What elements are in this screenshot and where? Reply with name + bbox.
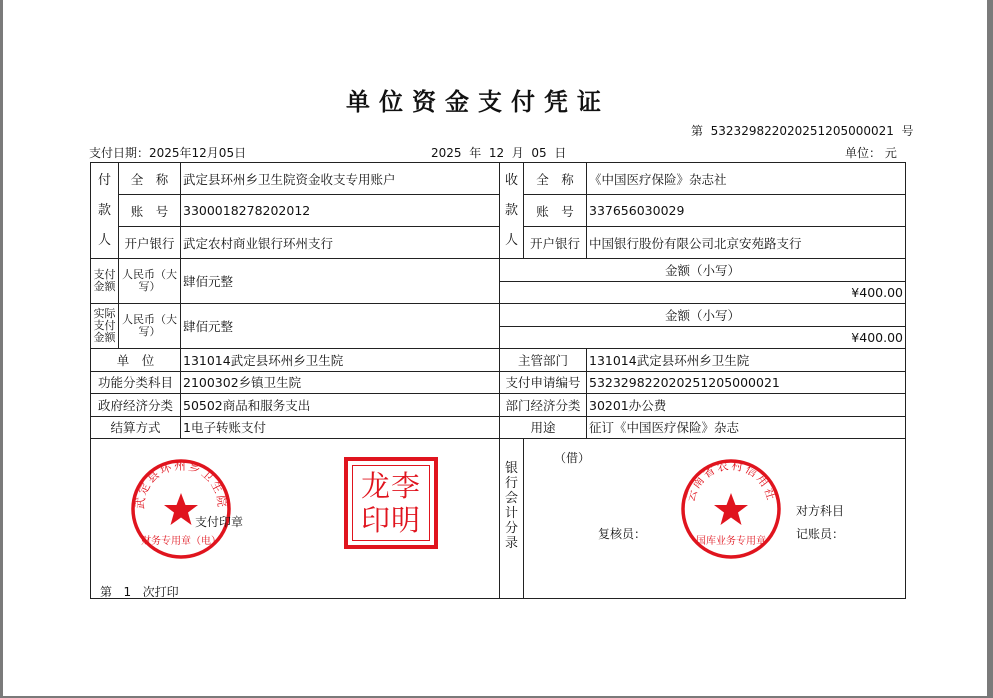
amount-label: 支付金额 (91, 259, 119, 304)
serial-digit: 1 (886, 124, 894, 138)
payee-label: 收款人 (500, 163, 524, 259)
bank-stamp (679, 457, 783, 561)
voucher-table (90, 162, 906, 599)
dept-label: 主管部门 (500, 349, 587, 372)
date-day-unit: 日 (554, 146, 567, 160)
name-seal-text: 龙李印明 (360, 469, 421, 537)
request-number-digit: 1 (771, 374, 780, 390)
payer-account: 3300018278202012 (181, 195, 500, 227)
gov-econ-label: 政府经济分类 (91, 394, 181, 417)
payer-label: 付款人 (91, 163, 119, 259)
amount-value: ¥400.00 (500, 281, 906, 304)
print-count (100, 583, 179, 600)
dept-value: 131014武定县环州乡卫生院 (587, 349, 906, 372)
payer-seal-area (91, 439, 500, 599)
actual-amount-rmb-label: 人民币（大写） (119, 304, 181, 349)
print-count-value: 1 (123, 585, 132, 599)
gov-econ-value: 50502商品和服务支出 (181, 394, 500, 417)
payer-bank: 武定农村商业银行环州支行 (181, 227, 500, 259)
bank-entry-area (524, 439, 906, 599)
page-title: 单位资金支付凭证 (346, 88, 610, 116)
serial-suffix: 号 (901, 124, 914, 138)
actual-amount-label: 实际支付金额 (91, 304, 119, 349)
actual-amount-value: ¥400.00 (500, 326, 906, 349)
payee-account: 337656030029 (587, 195, 906, 227)
payer-name: 武定县环州乡卫生院资金收支专用账户 (181, 163, 500, 195)
counter-account-label: 对方科目 (796, 504, 845, 518)
unit-label: 单 位 (91, 349, 181, 372)
voucher-page (3, 0, 987, 696)
payer-account-label: 账 号 (119, 195, 181, 227)
bookkeeper-label: 记账员： (796, 527, 845, 541)
serial-number (691, 122, 914, 139)
unit-value: 131014武定县环州乡卫生院 (181, 349, 500, 372)
actual-amount-words: 肆佰元整 (181, 304, 500, 349)
settlement-label: 结算方式 (91, 416, 181, 439)
serial-value: 53232982202025120500002 (710, 124, 887, 138)
date-day: 05 (531, 146, 547, 160)
payee-account-label: 账 号 (524, 195, 587, 227)
payer-bank-label: 开户银行 (119, 227, 181, 259)
actual-amount-small-label: 金额（小写） (500, 304, 906, 327)
reviewer-label: 复核员： (598, 527, 647, 541)
date-month-unit: 月 (511, 146, 524, 160)
amount-rmb-label: 人民币（大写） (119, 259, 181, 304)
date-month: 12 (488, 146, 505, 160)
usage-value: 征订《中国医疗保险》杂志 (587, 416, 906, 439)
payment-date: 支付日期：2025年12月05日 (89, 146, 247, 160)
usage-label: 用途 (500, 416, 587, 439)
dept-econ-value: 30201办公费 (587, 394, 906, 417)
currency-unit: 单位： 元 (845, 146, 897, 160)
bank-stamp-bottom-text: 国库业务专用章 (696, 536, 766, 547)
request-number-label: 支付申请编号 (500, 371, 587, 394)
debit-label: （借） (554, 451, 591, 465)
amount-words: 肆佰元整 (181, 259, 500, 304)
func-category-label: 功能分类科目 (91, 371, 181, 394)
serial-prefix: 第 (691, 124, 704, 138)
payee-bank-label: 开户银行 (524, 227, 587, 259)
print-count-suffix: 次打印 (142, 585, 179, 599)
finance-stamp-bottom-text: 财务专用章（电） (141, 536, 221, 547)
payer-seal-text: 支付印章 (195, 515, 244, 529)
print-count-prefix: 第 (100, 585, 113, 599)
payee-name: 《中国医疗保险》杂志社 (587, 163, 906, 195)
bank-entry-label: 银行会计分录 (500, 439, 524, 599)
amount-small-label: 金额（小写） (500, 259, 906, 282)
date-year-unit: 年 (469, 146, 482, 160)
request-number-value (587, 371, 906, 394)
func-category-value: 2100302乡镇卫生院 (181, 371, 500, 394)
date-line (431, 144, 566, 161)
bank-stamp-top-text: 云南省农村信用社 (683, 458, 779, 504)
dept-econ-label: 部门经济分类 (500, 394, 587, 417)
name-seal (344, 457, 438, 549)
payee-name-label: 全 称 (524, 163, 587, 195)
settlement-value: 1电子转账支付 (181, 416, 500, 439)
date-year: 2025 (431, 146, 462, 160)
payee-bank: 中国银行股份有限公司北京安苑路支行 (587, 227, 906, 259)
finance-stamp (129, 457, 233, 561)
request-number-main: 53232982202025120500002 (589, 374, 772, 390)
payer-name-label: 全 称 (119, 163, 181, 195)
finance-stamp-top-text: 武定县环州乡卫生院 (132, 458, 230, 510)
